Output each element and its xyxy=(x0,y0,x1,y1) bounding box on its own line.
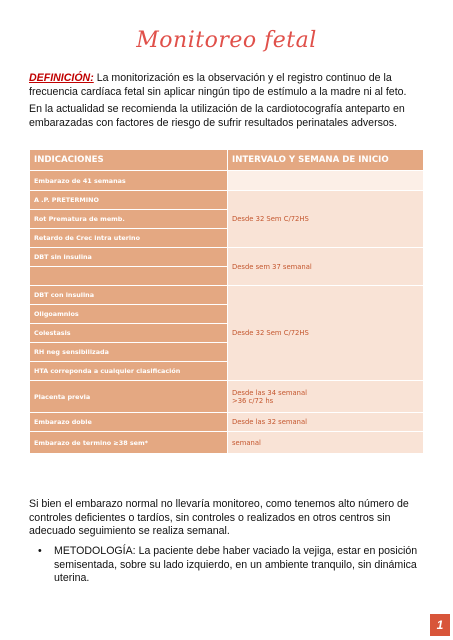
definition-label: DEFINICIÓN: xyxy=(29,72,94,84)
methodology-item xyxy=(38,545,423,586)
interval-cell: Desde las 32 semanal xyxy=(228,413,424,432)
closing-paragraph: Si bien el embarazo normal no llevaría monitoreo, como tenemos alto número de controles deficientes o tardíos, sin controles o realizados en otros centros sin adecuado seguimiento se realiza semanal. xyxy=(29,498,409,537)
table-row xyxy=(30,191,424,210)
indication-cell xyxy=(30,267,228,286)
table-row xyxy=(30,171,424,191)
page-title: Monitoreo fetal xyxy=(136,28,317,53)
indication-cell: DBT con insulina xyxy=(30,286,228,305)
indication-cell: Embarazo de termino ≥38 sem* xyxy=(30,432,228,454)
definition-paragraph xyxy=(29,72,423,99)
table-row xyxy=(30,286,424,305)
interval-line: >36 c/72 hs xyxy=(232,396,274,405)
table-row xyxy=(30,413,424,432)
methodology-text: METODOLOGÍA: La paciente debe haber vaciado la vejiga, estar en posición semisentada, sobre su lado izquierdo, en un ambiente tranquilo, sin dinámica uterina. xyxy=(54,545,418,584)
indication-cell: Retardo de Crec intra uterino xyxy=(30,229,228,248)
header-indicaciones: INDICACIONES xyxy=(30,150,228,171)
interval-cell: Desde sem 37 semanal xyxy=(228,248,424,286)
indication-cell: Rot Prematura de memb. xyxy=(30,210,228,229)
indication-cell: Embarazo de 41 semanas xyxy=(30,171,228,191)
indication-cell: HTA correponda a cualquier clasificación xyxy=(30,362,228,381)
interval-cell: semanal xyxy=(228,432,424,454)
indication-cell: Colestasis xyxy=(30,324,228,343)
table-header-row xyxy=(30,150,424,171)
header-intervalo: INTERVALO Y SEMANA DE INICIO xyxy=(228,150,424,171)
indication-cell: Placenta previa xyxy=(30,381,228,413)
indication-cell: Embarazo doble xyxy=(30,413,228,432)
indications-table xyxy=(29,149,424,454)
indication-cell: RH neg sensibilizada xyxy=(30,343,228,362)
indication-cell: DBT sin insulina xyxy=(30,248,228,267)
table-row xyxy=(30,432,424,454)
interval-line: Desde las 34 semanal xyxy=(232,388,308,397)
bullet-dot: • xyxy=(38,545,42,557)
interval-cell: Desde 32 Sem C/72HS xyxy=(228,286,424,381)
interval-cell xyxy=(228,381,424,413)
page-number: 1 xyxy=(430,614,450,636)
intro-paragraph: En la actualidad se recomienda la utilización de la cardiotocografía anteparto en embarazadas con factores de riesgo de sufrir resultados perinatales adversos. xyxy=(29,103,405,129)
indication-cell: Oligoamnios xyxy=(30,305,228,324)
table-row xyxy=(30,248,424,267)
table-row xyxy=(30,381,424,413)
definition-text: La monitorización es la observación y el registro continuo de la frecuencia cardíaca fetal sin aplicar ningún tipo de estímulo a la madre ni al feto. xyxy=(29,72,407,98)
interval-cell xyxy=(228,171,424,191)
indication-cell: A .P. PRETERMINO xyxy=(30,191,228,210)
interval-cell: Desde 32 Sem C/72HS xyxy=(228,191,424,248)
